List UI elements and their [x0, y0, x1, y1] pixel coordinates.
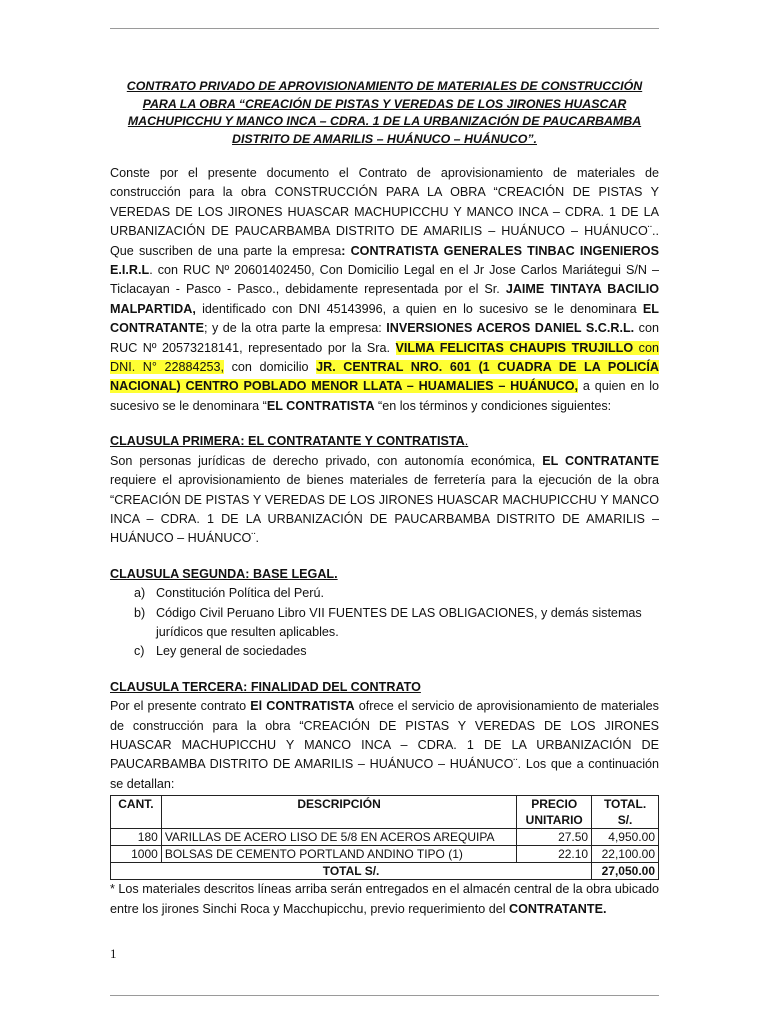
list-item: c) Ley general de sociedades	[134, 644, 307, 659]
header-precio: PRECIO UNITARIO	[517, 796, 592, 829]
legal-basis-list	[110, 584, 659, 662]
header-cant: CANT.	[111, 796, 162, 829]
clause-1-paragraph: Son personas jurídicas de derecho privado, con autonomía económica, EL CONTRATANTE requiere el aprovisionamiento de bienes materiales de ferretería para la ejecución de la obra “CREACIÓN DE PISTAS Y VEREDAS DE LOS JIRONES HUASCAR MACHUPICCHU Y MANCO INCA – CDRA. 1 DE LA URBANIZACIÓN DE PAUCARBAMBA DISTRITO DE AMARILIS – HUÁNUCO – HUÁNUCO¨.	[110, 453, 659, 546]
intro-text: ; y de la otra parte la empresa:	[203, 321, 387, 336]
party-contratante: EL CONTRATANTE	[110, 301, 659, 336]
page-number: 1	[110, 946, 117, 961]
table-row	[111, 829, 659, 846]
clause-3-paragraph: Por el presente contrato El CONTRATISTA ofrece el servicio de aprovisionamiento de materiales de construcción para la obra “CREACIÓN DE PISTAS Y VEREDAS DE LOS JIRONES HUASCAR MACHUPICCHU Y MANCO INCA – CDRA. 1 DE LA URBANIZACIÓN DE PAUCARBAMBA DISTRITO DE AMARILIS – HUÁNUCO – HUÁNUCO¨. Los que a continuación se detallan:	[110, 699, 659, 791]
footer-rule	[110, 995, 659, 996]
table-total-row	[111, 863, 659, 880]
cell-desc: VARILLAS DE ACERO LISO DE 5/8 EN ACEROS AREQUIPA	[161, 829, 517, 846]
clause-1-heading: CLAUSULA PRIMERA: EL CONTRATANTE Y CONTRATISTA.	[110, 434, 469, 449]
intro-text: “en los términos y condiciones siguientes:	[374, 398, 612, 413]
party-contratista: EL CONTRATISTA	[266, 398, 375, 413]
clause-3-heading: CLAUSULA TERCERA: FINALIDAD DEL CONTRATO	[110, 679, 421, 694]
intro-text: con domicilio	[224, 360, 317, 375]
list-item: b) Código Civil Peruano Libro VII FUENTES DE LAS OBLIGACIONES, y demás sistemas jurídicos que resulten aplicables.	[134, 605, 642, 639]
cell-total: 4,950.00	[592, 829, 659, 846]
total-label: TOTAL S/.	[111, 863, 592, 880]
cell-cant: 1000	[111, 846, 162, 863]
intro-text: a quien en lo sucesivo se le denominara “	[110, 379, 660, 413]
cell-precio: 22.10	[517, 846, 592, 863]
document-page	[110, 78, 659, 919]
intro-text: . con RUC Nº 20601402450, Con Domicilio Legal en el Jr Jose Carlos Mariátegui S/N – Ticlacayan - Pasco - Pasco., debidamente representada por el Sr.	[110, 263, 659, 297]
header-descripcion: DESCRIPCIÓN	[161, 796, 517, 829]
intro-paragraph	[110, 164, 659, 416]
total-value: 27,050.00	[592, 863, 659, 880]
header-total: TOTAL. S/.	[592, 796, 659, 829]
supplier-company: INVERSIONES ACEROS DANIEL S.C.R.L.	[386, 321, 635, 336]
contractor-company: : CONTRATISTA GENERALES TINBAC INGENIEROS E.I.R.L	[110, 243, 659, 278]
table-row	[111, 846, 659, 863]
materials-table	[110, 795, 659, 880]
intro-text: Conste por el presente documento el Contrato de aprovisionamiento de materiales de construcción para la obra CONSTRUCCIÓN PARA LA OBRA “CREACIÓN DE PISTAS Y VEREDAS DE LOS JIRONES HUASCAR MACHUPICCHU Y MANCO INCA – CDRA. 1 DE LA URBANIZACIÓN DE PAUCARBAMBA DISTRITO DE AMARILIS – HUÁNUCO – HUÁNUCO¨.. Que suscriben de una parte la empresa	[110, 166, 659, 258]
header-rule	[110, 28, 659, 29]
cell-cant: 180	[111, 829, 162, 846]
intro-text: identificado con DNI 45143996, a quien en lo sucesivo se le denominara	[195, 301, 643, 316]
clause-2-heading: CLAUSULA SEGUNDA: BASE LEGAL.	[110, 566, 338, 581]
list-item: a) Constitución Política del Perú.	[134, 586, 325, 601]
intro-text: con RUC Nº 20573218141, representado por la Sra.	[110, 321, 659, 355]
delivery-note: * Los materiales descritos líneas arriba serán entregados en el almacén central de la obra ubicado entre los jirones Sinchi Roca y Macchupicchu, previo requerimiento del CONTRATANTE.	[110, 882, 659, 916]
table-header-row	[111, 796, 659, 829]
supplier-representative: VILMA FELICITAS CHAUPIS TRUJILLO	[395, 340, 634, 355]
cell-precio: 27.50	[517, 829, 592, 846]
representative-name: JAIME TINTAYA BACILIO MALPARTIDA,	[110, 282, 659, 316]
document-title: CONTRATO PRIVADO DE APROVISIONAMIENTO DE MATERIALES DE CONSTRUCCIÓN PARA LA OBRA “CREACIÓN DE PISTAS Y VEREDAS DE LOS JIRONES HUASCAR MACHUPICCHU Y MANCO INCA – CDRA. 1 DE LA URBANIZACIÓN DE PAUCARBAMBA DISTRITO DE AMARILIS – HUÁNUCO – HUÁNUCO”.	[126, 79, 643, 146]
supplier-dni: con DNI. N° 22884253,	[110, 340, 659, 375]
supplier-address: JR. CENTRAL NRO. 601 (1 CUADRA DE LA POLICÍA NACIONAL) CENTRO POBLADO MENOR LLATA – HUAMALIES – HUÁNUCO,	[110, 360, 659, 394]
cell-desc: BOLSAS DE CEMENTO PORTLAND ANDINO TIPO (1)	[161, 846, 517, 863]
cell-total: 22,100.00	[592, 846, 659, 863]
